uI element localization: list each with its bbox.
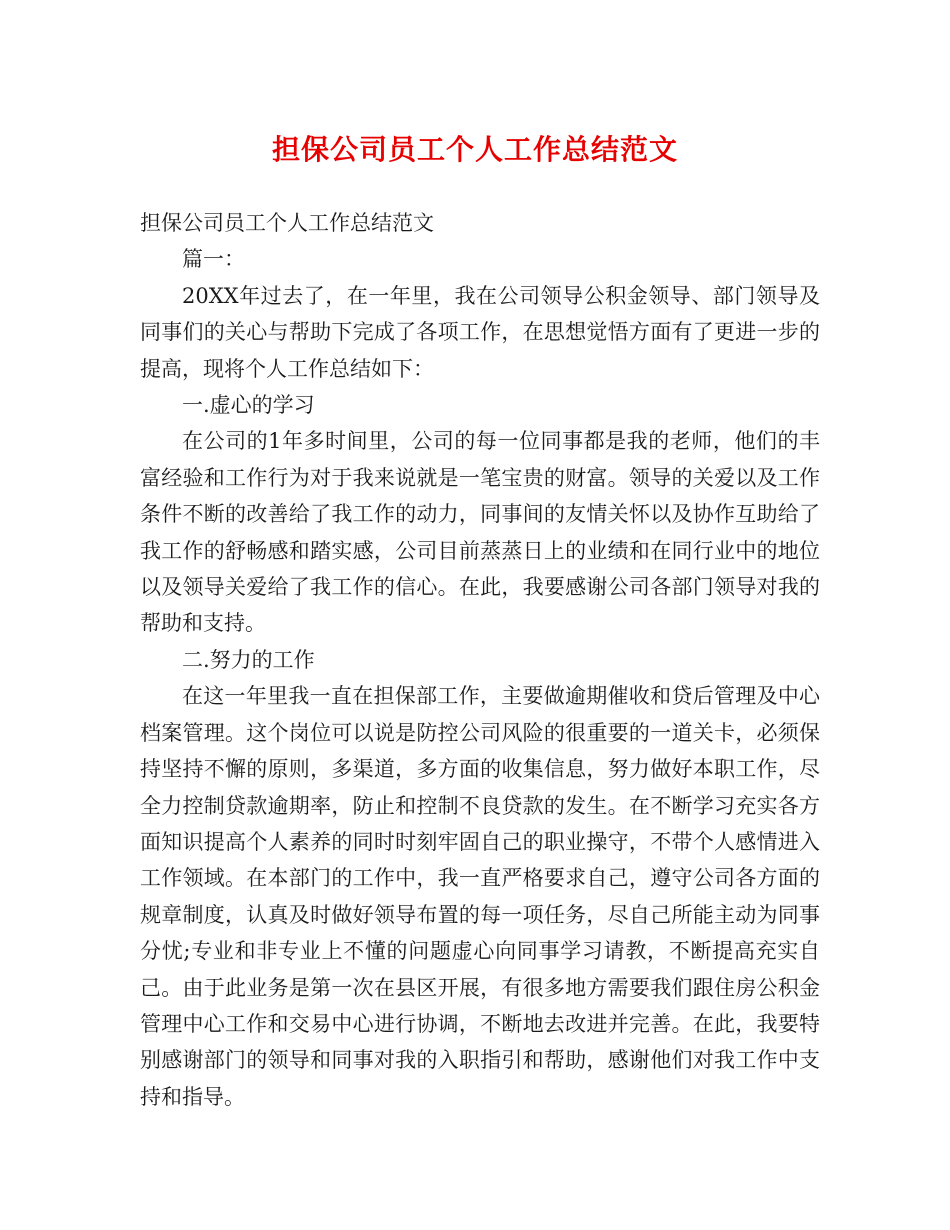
subtitle-paragraph: 担保公司员工个人工作总结范文	[140, 211, 434, 235]
document-title: 担保公司员工个人工作总结范文	[271, 133, 678, 166]
work-paragraph: 在这一年里我一直在担保部工作，主要做逾期催收和贷后管理及中心档案管理。这个岗位可以说是防控公司风险的很重要的一道关卡，必须保持坚持不懈的原则，多渠道，多方面的收集信息，努力做好本职工作，尽全力控制贷款逾期率，防止和控制不良贷款的发生。在不断学习充实各方面知识提高个人素养的同时时刻牢固自己的职业操守，不带个人感情进入工作领域。在本部门的工作中，我一直严格要求自己，遵守公司各方面的规章制度，认真及时做好领导布置的每一项任务，尽自己所能主动为同事分忧;专业和非专业上不懂的问题虚心向同事学习请教，不断提高充实自己。由于此业务是第一次在县区开展，有很多地方需要我们跟住房公积金管理中心工作和交易中心进行协调，不断地去改进并完善。在此，我要特别感谢部门的领导和同事对我的入职指引和帮助，感谢他们对我工作中支持和指导。	[140, 684, 820, 1109]
heading-work: 二.努力的工作	[182, 647, 315, 672]
section-label-paragraph: 篇一：	[182, 247, 245, 272]
learning-paragraph: 在公司的1年多时间里，公司的每一位同事都是我的老师，他们的丰富经验和工作行为对于我来说就是一笔宝贵的财富。领导的关爱以及工作条件不断的改善给了我工作的动力，同事间的友情关怀以及协作互助给了我工作的舒畅感和踏实感，公司目前蒸蒸日上的业绩和在同行业中的地位以及领导关爱给了我工作的信心。在此，我要感谢公司各部门领导对我的帮助和支持。	[140, 429, 820, 636]
heading-learning: 一.虚心的学习	[182, 393, 315, 418]
document-body	[140, 205, 820, 1115]
intro-paragraph: 20XX年过去了，在一年里，我在公司领导公积金领导、部门领导及同事们的关心与帮助下完成了各项工作，在思想觉悟方面有了更进一步的提高，现将个人工作总结如下：	[140, 283, 820, 381]
